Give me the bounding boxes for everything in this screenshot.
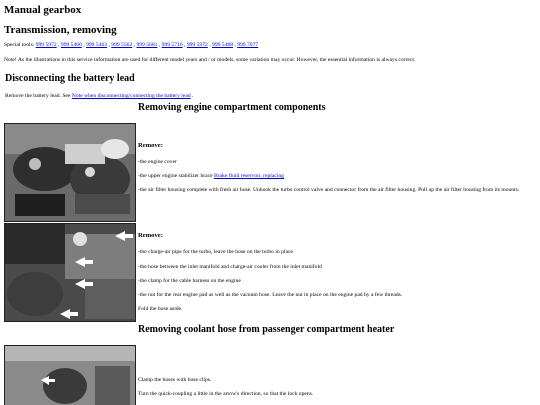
block2-item5: Fold the hose aside.	[138, 306, 183, 312]
tool-link[interactable]: 999 5562	[111, 42, 133, 48]
block1-item2	[138, 173, 284, 180]
block2-item1: -the charge-air pipe for the turbo, leave the hose on the turbo in place	[138, 249, 293, 255]
tool-link[interactable]: 999 5488	[212, 42, 233, 48]
section-heading-engine: Removing engine compartment components	[138, 102, 326, 113]
remove-label-1	[138, 142, 163, 150]
engine-photo-2-image	[5, 224, 136, 322]
page-subtitle: Transmission, removing	[4, 24, 117, 36]
tool-link[interactable]: 999 5716	[161, 42, 183, 48]
note-text: Note! As the illustrations in this service information are used for different model years and / or models, some variation may occur. However, the essential information is always correct.	[4, 57, 416, 63]
coolant-photo	[4, 345, 136, 405]
coolant-photo-image	[5, 346, 136, 405]
page-title: Manual gearbox	[4, 4, 82, 16]
battery-text: Remove the battery lead. See	[5, 93, 72, 99]
brake-fluid-link[interactable]: Brake fluid reservoir, replacing	[213, 173, 284, 179]
block2-item4: -the nut for the rear engine pad as well as the vacuum hose. Leave the nut in place on the engine pad by a few threads.	[138, 292, 403, 298]
block1-item1: -the engine cover	[138, 159, 177, 165]
tool-link[interactable]: 999 5463	[86, 42, 108, 48]
tool-link[interactable]: 999 7077	[237, 42, 259, 48]
block2-item3: -the clamp for the cable harness on the engine	[138, 278, 241, 284]
special-tools-line: Special tools: 999 5972 , 999 5460 , 999 5463 , 999 5562 , 999 5681 , 999 5716 , 999 5972 , 999 5488 , 999 7077	[4, 42, 259, 48]
tool-link[interactable]: 999 5460	[60, 42, 82, 48]
battery-text-end: .	[190, 93, 194, 99]
coolant-item2: Turn the quick-coupling a little in the arrow's direction, so that the lock opens.	[138, 391, 314, 397]
block2-item2: -the hose between the inlet manifold and charge-air cooler from the inlet manifold	[138, 264, 322, 270]
remove-heading-2: Remove:	[138, 232, 163, 239]
section-heading-coolant: Removing coolant hose from passenger compartment heater	[138, 324, 395, 335]
engine-photo-1	[4, 123, 136, 222]
battery-instruction	[5, 93, 535, 100]
special-tools-label: Special tools:	[4, 42, 35, 48]
block1-item3: -the air filter housing complete with fresh air hose. Unhook the turbo control valve and connector from the air filter housing. Pull up the air filter housing from its mounts.	[138, 187, 520, 193]
tool-link[interactable]: 999 5972	[35, 42, 57, 48]
remove-label-2	[138, 232, 163, 240]
block1-item2-text: -the upper engine stabilizer brace	[138, 173, 214, 179]
engine-photo-1-image	[5, 124, 136, 222]
tool-link[interactable]: 999 5681	[136, 42, 158, 48]
coolant-item1: Clamp the hoses with hose clips.	[138, 377, 212, 383]
remove-heading-1: Remove:	[138, 142, 163, 149]
engine-photo-2	[4, 223, 136, 322]
battery-link[interactable]: Note when disconnecting/connecting the battery lead	[71, 93, 191, 99]
section-heading-battery: Disconnecting the battery lead	[5, 73, 135, 84]
tool-link[interactable]: 999 5972	[186, 42, 208, 48]
